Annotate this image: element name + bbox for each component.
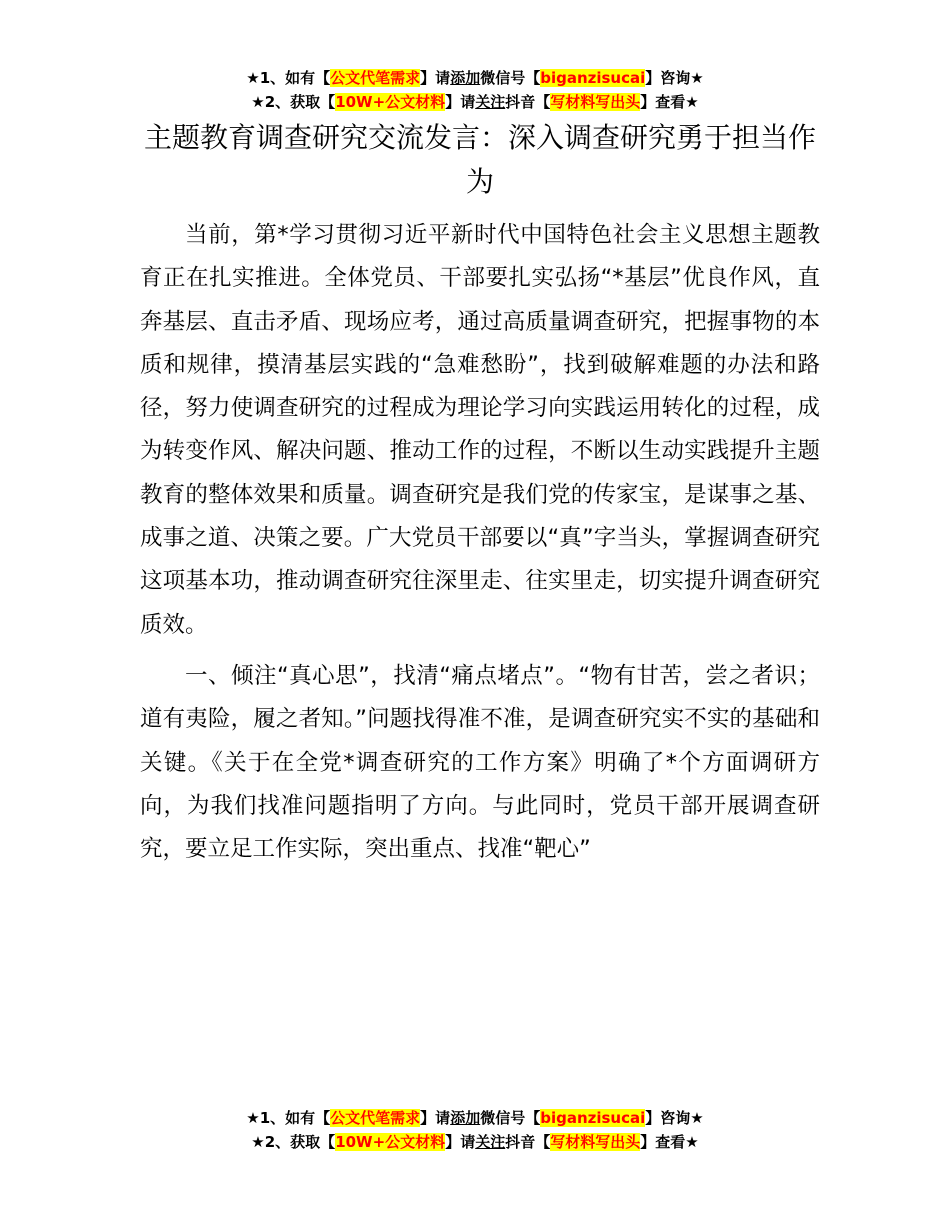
promo-highlight: 公文代笔需求 [330,69,421,87]
body-paragraph: 当前，第*学习贯彻习近平新时代中国特色社会主义思想主题教育正在扎实推进。全体党员、干部要扎实弘扬“*基层”优良作风，直奔基层、直击矛盾、现场应考，通过高质量调查研究，把握事物的本质和规律，摸清基层实践的“急难愁盼”，找到破解难题的办法和路径，努力使调查研究的过程成为理论学习向实践运用转化的过程，成为转变作风、解决问题、推动工作的过程，不断以生动实践提升主题教育的整体效果和质量。调查研究是我们党的传家宝，是谋事之基、成事之道、决策之要。广大党员干部要以“真”字当头，掌握调查研究这项基本功，推动调查研究往深里走、往实里走，切实提升调查研究质效。 [140,222,820,638]
promo-text: 】请 [445,1133,476,1151]
body-paragraph: 一、倾注“真心思”，找清“痛点堵点”。“物有甘苦，尝之者识；道有夷险，履之者知。”问题找得准不准，是调查研究实不实的基础和关键。《关于在全党*调查研究的工作方案》明确了*个方面调研方向，为我们找准问题指明了方向。与此同时，党员干部开展调查研究，要立足工作实际，突出重点、找准“靶心” [140,662,820,863]
promo-text: ★2、获取【 [251,1133,336,1151]
promo-text: 】咨询★ [645,1109,704,1127]
promo-text: 】查看★ [640,93,699,111]
promo-wechat-id: biganzisucai [540,1109,646,1127]
promo-text: 】咨询★ [645,69,704,87]
promo-text: 】查看★ [640,1133,699,1151]
promo-douyin-id: 写材料写出头 [550,1133,641,1151]
promo-text: 微信号【 [480,69,541,87]
promo-douyin-id: 写材料写出头 [550,93,641,111]
promo-text: ★1、如有【 [246,1109,331,1127]
promo-line-1 [0,66,950,90]
promo-highlight: 公文代笔需求 [330,1109,421,1127]
promo-text: 】请 [445,93,476,111]
promo-underlined-text: 添加 [450,1109,481,1127]
promo-highlight: 10W+公文材料 [335,1133,446,1151]
promo-text: ★2、获取【 [251,93,336,111]
promo-wechat-id: biganzisucai [540,69,646,87]
promo-text: ★1、如有【 [246,69,331,87]
header-promo-banner [0,66,950,114]
document-title: 主题教育调查研究交流发言：深入调查研究勇于担当作为 [143,121,816,198]
promo-highlight: 10W+公文材料 [335,93,446,111]
promo-text: 】请 [420,1109,451,1127]
promo-text: 抖音【 [505,1133,551,1151]
footer-promo-banner [0,1106,950,1154]
promo-text: 】请 [420,69,451,87]
promo-underlined-text: 添加 [450,69,481,87]
promo-underlined-text: 关注 [475,93,506,111]
document-body [140,214,820,871]
promo-text: 抖音【 [505,93,551,111]
promo-line-2 [0,1130,950,1154]
promo-line-1 [0,1106,950,1130]
promo-line-2 [0,90,950,114]
promo-text: 微信号【 [480,1109,541,1127]
promo-underlined-text: 关注 [475,1133,506,1151]
